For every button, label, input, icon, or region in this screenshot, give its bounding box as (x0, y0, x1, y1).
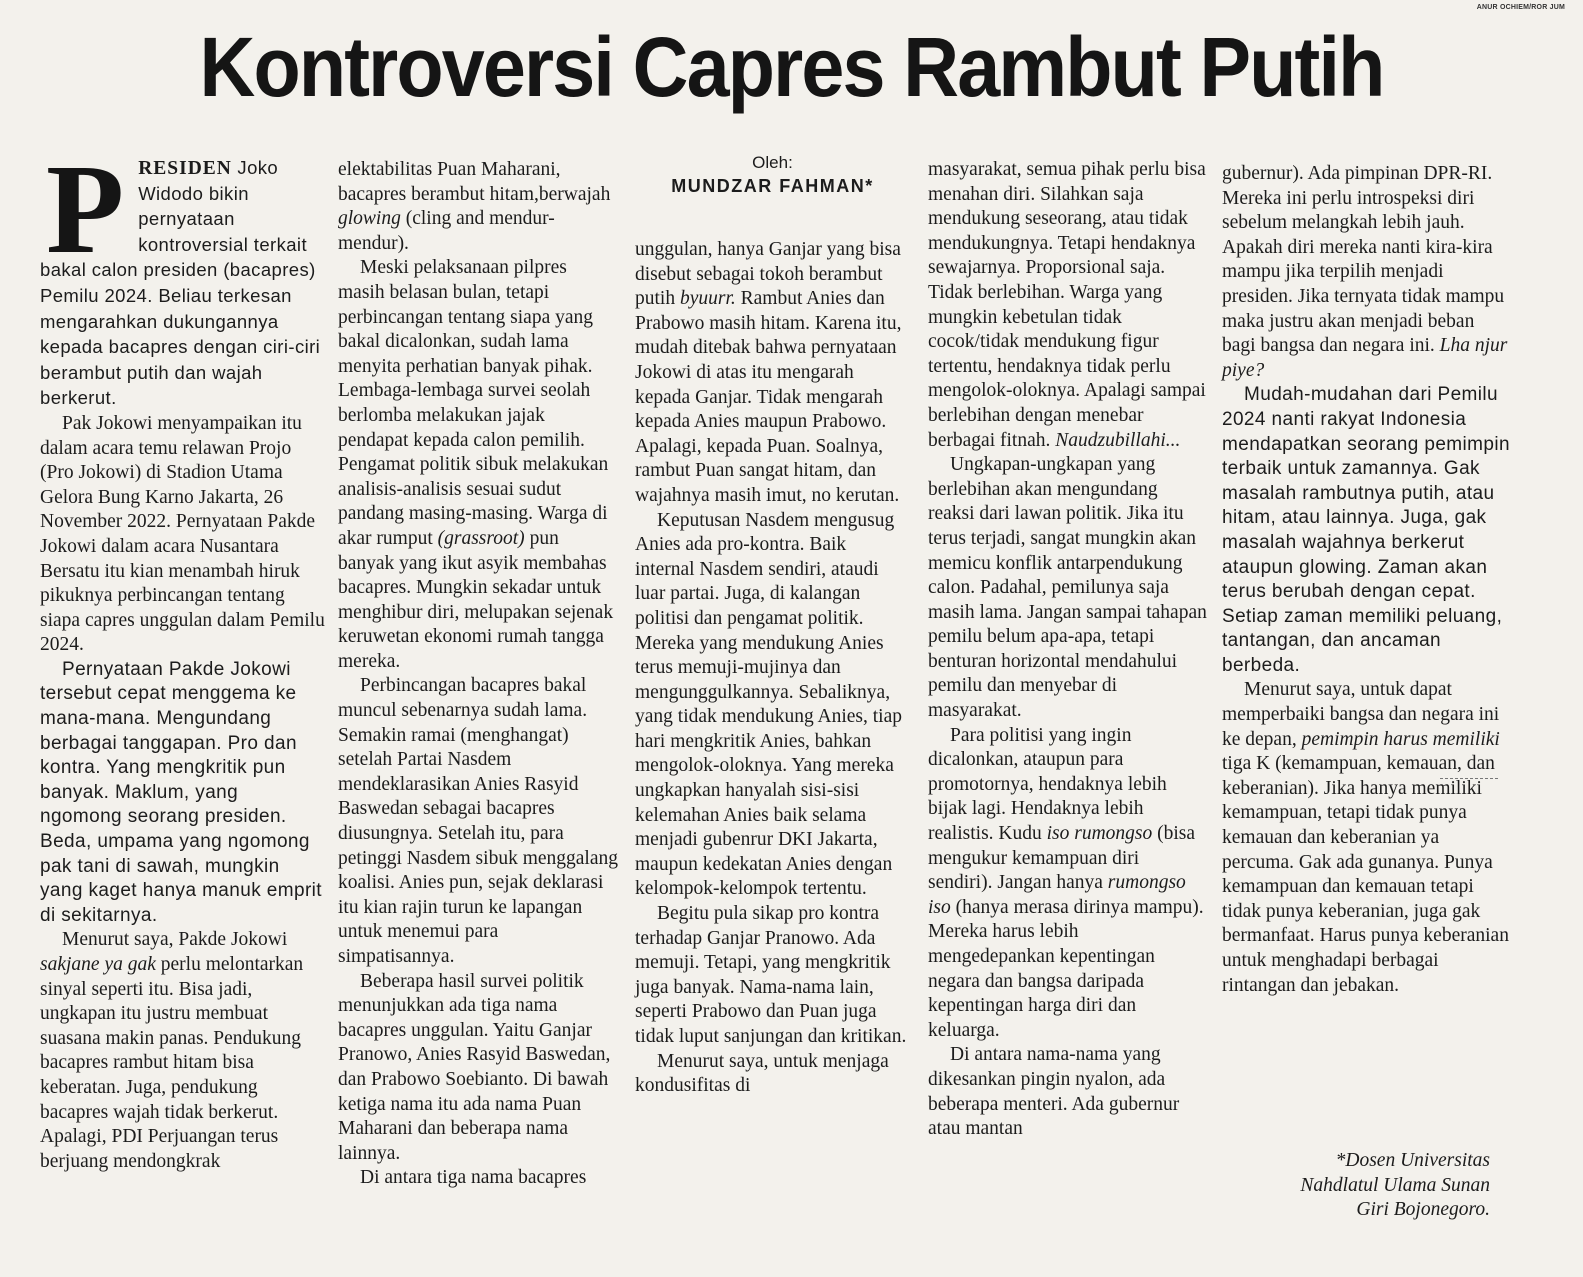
text-run: perlu melontarkan sinyal seperti itu. Bisa jadi, ungkapan itu justru membuat suasana makin panas. Pendukung bacapres rambut hitam bisa keberatan. Juga, pendukung bacapres wajah tidak berkerut. Apalagi, PDI Perjuangan terus berjuang mendongkrak (40, 954, 304, 1172)
lead-text: Joko Widodo bikin pernyataan kontroversial terkait bakal calon presiden (bacapres) Pemilu 2024. Beliau terkesan mengarahkan dukungannya kepada bacapres dengan ciri-ciri berambut putih dan wajah berkerut. (40, 157, 321, 409)
text-run: Rambut Anies dan Prabowo masih hitam. Karena itu, mudah ditebak bahwa pernyataan Jokowi di atas itu mengarah kepada Ganjar. Tidak mengarah kepada Anies maupun Prabowo. Apalagi, kepada Puan. Soalnya, rambut Puan sangat hitam, dan wajahnya masih imut, no kerutan. (635, 288, 902, 506)
italic-run: sakjane ya gak (40, 954, 156, 975)
column-5 (1222, 162, 1512, 998)
paragraph (338, 256, 618, 674)
byline-label: Oleh: (752, 153, 793, 172)
affiliation-line: Nahdlatul Ulama Sunan (1300, 1174, 1490, 1196)
text-run: (cling and mendur-mendur). (338, 208, 555, 254)
text-run: elektabilitas Puan Maharani, bacapres berambut hitam,berwajah (338, 159, 611, 205)
text-run: gubernur). Ada pimpinan DPR-RI. Mereka ini perlu introspeksi diri sebelum melangkah lebih jauh. Apakah diri mereka nanti kira-kira mampu jika terpilih menjadi presiden. Jika ternyata tidak mampu maka justru akan menjadi beban bagi bangsa dan negara ini. (1222, 163, 1505, 357)
italic-run: Naudzubillahi... (1055, 429, 1181, 451)
paragraph: Perbincangan bacapres bakal muncul sebenarnya sudah lama. Semakin ramai (menghangat) setelah Partai Nasdem mendeklarasikan Anies Rasyid Baswedan sebagai bacapres diusungnya. Setelah itu, para petinggi Nasdem sibuk menggalang koalisi. Anies pun, sejak deklarasi itu kian rajin turun ke lapangan untuk menemui para simpatisannya. (338, 675, 618, 967)
column-3 (635, 238, 910, 1099)
affiliation-line: Giri Bojonegoro. (1356, 1199, 1490, 1221)
paragraph (40, 928, 325, 1174)
headline: Kontroversi Capres Rambut Putih (199, 20, 1384, 114)
paragraph (928, 724, 1208, 1044)
paragraph: Begitu pula sikap pro kontra terhadap Ganjar Pranowo. Ada memuji. Tetapi, yang mengkritik juga banyak. Nama-nama lain, seperti Prabowo dan Puan juga tidak luput sanjungan dan kritikan. (635, 903, 907, 1047)
author-affiliation (1222, 1149, 1490, 1223)
affiliation-line: *Dosen Universitas (1335, 1150, 1490, 1171)
paragraph (1222, 162, 1512, 383)
italic-run: Lha njur piye? (1222, 335, 1508, 381)
italic-run: iso rumongso (1046, 823, 1153, 845)
paragraph (928, 158, 1208, 453)
text-run: (bisa mengukur kemampuan diri sendiri). Jangan hanya (928, 823, 1196, 894)
paragraph: Ungkapan-ungkapan yang berlebihan akan mengundang reaksi dari lawan politik. Jika itu terus terjadi, sangat mungkin akan memicu konflik antarpendukung calon. Padahal, pemilunya saja masih lama. Jangan sampai tahapan pemilu belum apa-apa, tetapi benturan horizontal mendahului pemilu dan menyebar di masyarakat. (928, 454, 1207, 722)
paragraph: Mudah-mudahan dari Pemilu 2024 nanti rakyat Indonesia mendapatkan seorang pemimpin terbaik untuk zamannya. Gak masalah rambutnya putih, atau hitam, atau lainnya. Juga, gak masalah wajahnya berkerut ataupun glowing. Zaman akan terus berubah dengan cepat. Setiap zaman memiliki peluang, tantangan, dan ancaman berbeda. (1222, 384, 1510, 676)
paragraph: Pernyataan Pakde Jokowi tersebut cepat menggema ke mana-mana. Mengundang berbagai tanggapan. Pro dan kontra. Yang mengkritik pun banyak. Maklum, yang ngomong seorang presiden. Beda, umpama yang ngomong pak tani di sawah, mungkin yang kaget hanya manuk emprit di sekitarnya. (40, 658, 322, 926)
italic-run: glowing (338, 208, 401, 230)
byline-author: MUNDZAR FAHMAN* (671, 176, 874, 196)
paragraph: Pak Jokowi menyampaikan itu dalam acara temu relawan Projo (Pro Jokowi) di Stadion Utama Gelora Bung Karno Jakarta, 26 November 2022. Pernyataan Pakde Jokowi dalam acara Nusantara Bersatu itu kian menambah hiruk pikuknya perbincangan tentang siapa capres unggulan dalam Pemilu 2024. (40, 412, 325, 656)
paragraph: Keputusan Nasdem mengusug Anies ada pro-kontra. Baik internal Nasdem sendiri, ataudi luar partai. Juga, di kalangan politisi dan pengamat politik. Mereka yang mendukung Anies terus memuji-mujinya dan mengunggulkannya. Sebaliknya, yang tidak mendukung Anies, tiap hari mengkritik Anies, bahkan mengolok-oloknya. Yang mereka ungkapkan hanyalah sisi-sisi kelemahan Anies baik selama menjadi gubenrur DKI Jakarta, maupun kedekatan Anies dengan kelompok-kelompok tertentu. (635, 509, 903, 900)
paragraph: Di antara nama-nama yang dikesankan pingin nyalon, ada beberapa menteri. Ada gubernur atau mantan (928, 1044, 1180, 1140)
drop-cap: P (46, 138, 125, 280)
column-4 (928, 158, 1208, 1142)
paragraph: Beberapa hasil survei politik menunjukkan ada tiga nama bacapres unggulan. Yaitu Ganjar Pranowo, Anies Rasyid Baswedan, dan Prabowo Soebianto. Di bawah ketiga nama itu ada nama Puan Maharani dan beberapa nama lainnya. (338, 970, 611, 1164)
paragraph (338, 158, 618, 256)
italic-run: pemimpin harus memiliki (1301, 728, 1500, 750)
lead-paragraph (40, 138, 325, 412)
text-run: Menurut saya, untuk dapat memperbaiki bangsa dan negara ini ke depan, (1222, 679, 1500, 750)
column-1 (40, 138, 325, 1174)
italic-run: rumongso iso (928, 872, 1186, 918)
text-run: (hanya merasa dirinya mampu). Mereka harus lebih mengedepankan kepentingan negara dan bangsa daripada kepentingan harga diri dan keluarga. (928, 896, 1204, 1041)
italic-run: byuurr. (679, 288, 736, 310)
header-tag: ANUR OCHIEM/ROR JUM (1476, 4, 1565, 11)
text-run: Para politisi yang ingin dicalonkan, ataupun para promotornya, hendaknya lebih bijak lagi. Hendaknya lebih realistis. Kudu (928, 724, 1167, 845)
text-run: Menurut saya, Pakde Jokowi (62, 929, 288, 951)
text-run: Meski pelaksanaan pilpres masih belasan bulan, tetapi perbincangan tentang siapa yang bakal dicalonkan, sudah lama menyita perhatian banyak pihak. Lembaga-lembaga survei seolah berlomba melakukan jajak pendapat kepada calon pemilih. Pengamat politik sibuk melakukan analisis-analisis sesuai sudut pandang masing-masing. Warga di akar rumput (338, 257, 609, 549)
italic-run: (grassroot) (437, 527, 525, 549)
paragraph: Di antara tiga nama bacapres (360, 1167, 587, 1189)
scan-mark-line (1440, 778, 1498, 779)
paragraph (635, 238, 910, 509)
column-2 (338, 158, 618, 1191)
lead-first-word: RESIDEN (138, 158, 232, 179)
paragraph: Menurut saya, untuk menjaga kondusifitas di (635, 1050, 889, 1097)
text-run: tiga K (kemampuan, kemauan, dan keberanian). Jika hanya memiliki kemampuan, tetapi tidak punya kemauan dan keberanian ya percuma. Gak ada gunanya. Punya kemampuan dan kemauan tetapi tidak punya keberanian, juga gak bermanfaat. Harus punya keberanian untuk menghadapi berbagai rintangan dan jebakan. (1222, 753, 1509, 996)
text-run: unggulan, hanya Ganjar yang bisa disebut sebagai tokoh berambut putih (635, 239, 901, 310)
text-run: masyarakat, semua pihak perlu bisa menahan diri. Silahkan saja mendukung seseorang, atau tidak mendukungnya. Tetapi hendaknya sewajarnya. Proporsional saja. Tidak berlebihan. Warga yang mungkin kebetulan tidak cocok/tidak mendukung figur tertentu, hendaknya tidak perlu mengolok-oloknya. Apalagi sampai berlebihan dengan menebar berbagai fitnah. (928, 159, 1206, 451)
byline (635, 152, 910, 198)
paragraph (1222, 678, 1512, 998)
text-run: pun banyak yang ikut asyik membahas bacapres. Mungkin sekadar untuk menghibur diri, melupakan sejenak keruwetan ekonomi rumah tangga mereka. (338, 527, 614, 672)
